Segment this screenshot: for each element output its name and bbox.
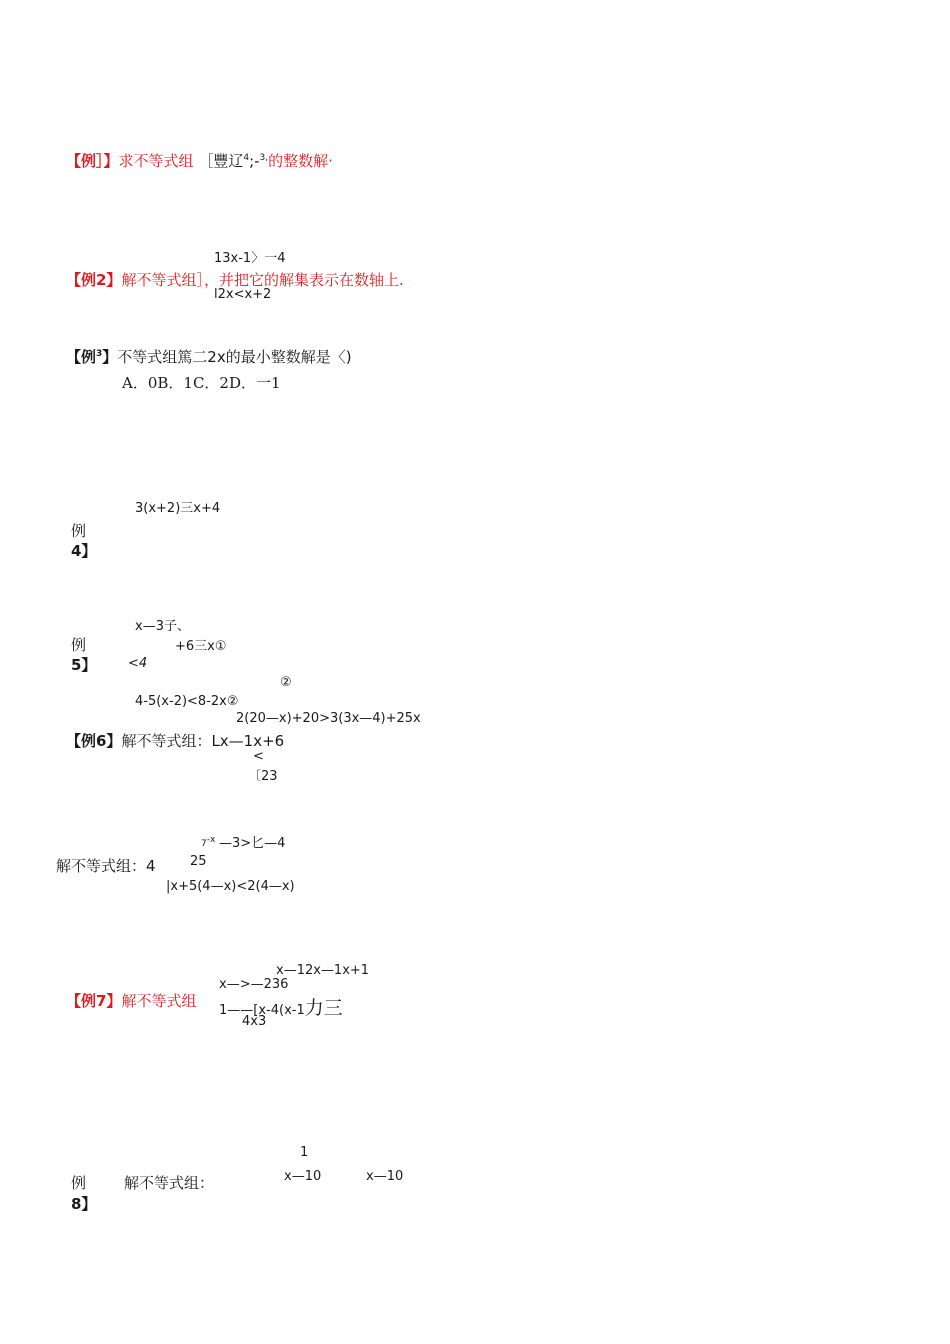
example-7-label: 【例7】 xyxy=(66,992,122,1010)
example-7 xyxy=(66,993,196,1010)
example-2-label: 【例2】 xyxy=(66,271,122,289)
example-3-options: A．0B．1C．2D．一1 xyxy=(122,374,281,392)
example-1-sup2: 3, xyxy=(259,153,269,163)
example-7-text: 解不等式组 xyxy=(121,992,197,1010)
example-7-line3 xyxy=(219,998,343,1020)
example-1-mid: ;- xyxy=(249,152,260,170)
example-8-x10b: x—10 xyxy=(366,1169,404,1184)
example-5-line2: +6三x① xyxy=(175,639,227,654)
example-6b-text: 解不等式组：4 xyxy=(56,857,156,875)
example-4-expr: 3(x+2)三x+4 xyxy=(135,501,221,516)
example-1-tail: 的整数解· xyxy=(268,152,333,170)
example-8-text: 解不等式组： xyxy=(124,1174,215,1192)
example-5-circ2: ② xyxy=(280,675,292,690)
example-7-line2: x—>—236 xyxy=(219,977,289,992)
example-3-label-a: 【例 xyxy=(66,348,97,366)
example-3-label-b: 】 xyxy=(102,348,118,366)
example-6-text: 解不等式组：Lx—1x+6 xyxy=(121,732,285,750)
example-7-line3a: 1——[x-4(x-1 xyxy=(219,1003,305,1018)
example-7-line4: 4x3 xyxy=(242,1014,267,1029)
example-2-bottom: l2x<x+2 xyxy=(214,287,272,302)
example-7-line3b: 力三 xyxy=(304,997,343,1019)
example-5-lt4: <4 xyxy=(128,656,148,671)
example-2-top: 13x-1〉一4 xyxy=(214,251,286,266)
example-6b-line1: —3>匕—4 xyxy=(219,836,286,851)
example-1-label: 【例］】 xyxy=(66,152,119,170)
example-8-one: 1 xyxy=(300,1145,309,1160)
example-1 xyxy=(66,153,333,170)
example-5-line1: x—3子、 xyxy=(135,619,190,634)
example-6-label: 【例6】 xyxy=(66,732,122,750)
example-1-text: 求不等式组 xyxy=(118,152,194,170)
example-1-bracket: ［豐辽 xyxy=(198,152,244,170)
example-6b-num25: 25 xyxy=(190,854,207,869)
example-8-label-b: 8】 xyxy=(71,1195,97,1213)
example-6-lt: < xyxy=(253,749,264,764)
example-3 xyxy=(66,349,352,366)
example-6-bottom: 〔23 xyxy=(248,769,278,784)
example-2-text: 解不等式组］，并把它的解集表示在数轴上. xyxy=(121,271,404,289)
example-6b-line2: |x+5(4—x)<2(4—x) xyxy=(166,879,295,894)
example-5-label-a: 例 xyxy=(71,636,87,654)
example-1-sup: 4 xyxy=(243,153,250,163)
example-7-top: x—12x—1x+1 xyxy=(276,963,370,978)
example-8-x10a: x—10 xyxy=(284,1169,322,1184)
example-4-label-a: 例 xyxy=(71,522,87,540)
example-6b-sup7 xyxy=(201,835,215,849)
example-6b-sup7-num: 7 xyxy=(201,839,207,849)
example-6 xyxy=(66,733,284,750)
example-3-label-sup: 3 xyxy=(96,349,103,359)
example-6-top: 2(20—x)+20>3(3x—4)+25x xyxy=(236,711,421,726)
example-6b-supx: -x xyxy=(206,835,216,845)
example-3-text: 不等式组篤二2x的最小整数解是〈) xyxy=(117,348,352,366)
example-4-label-b: 4】 xyxy=(71,542,97,560)
example-8-label-a: 例 xyxy=(71,1174,87,1192)
example-5-line3: 4-5(x-2)<8-2x② xyxy=(135,694,239,709)
example-5-label-b: 5】 xyxy=(71,656,97,674)
